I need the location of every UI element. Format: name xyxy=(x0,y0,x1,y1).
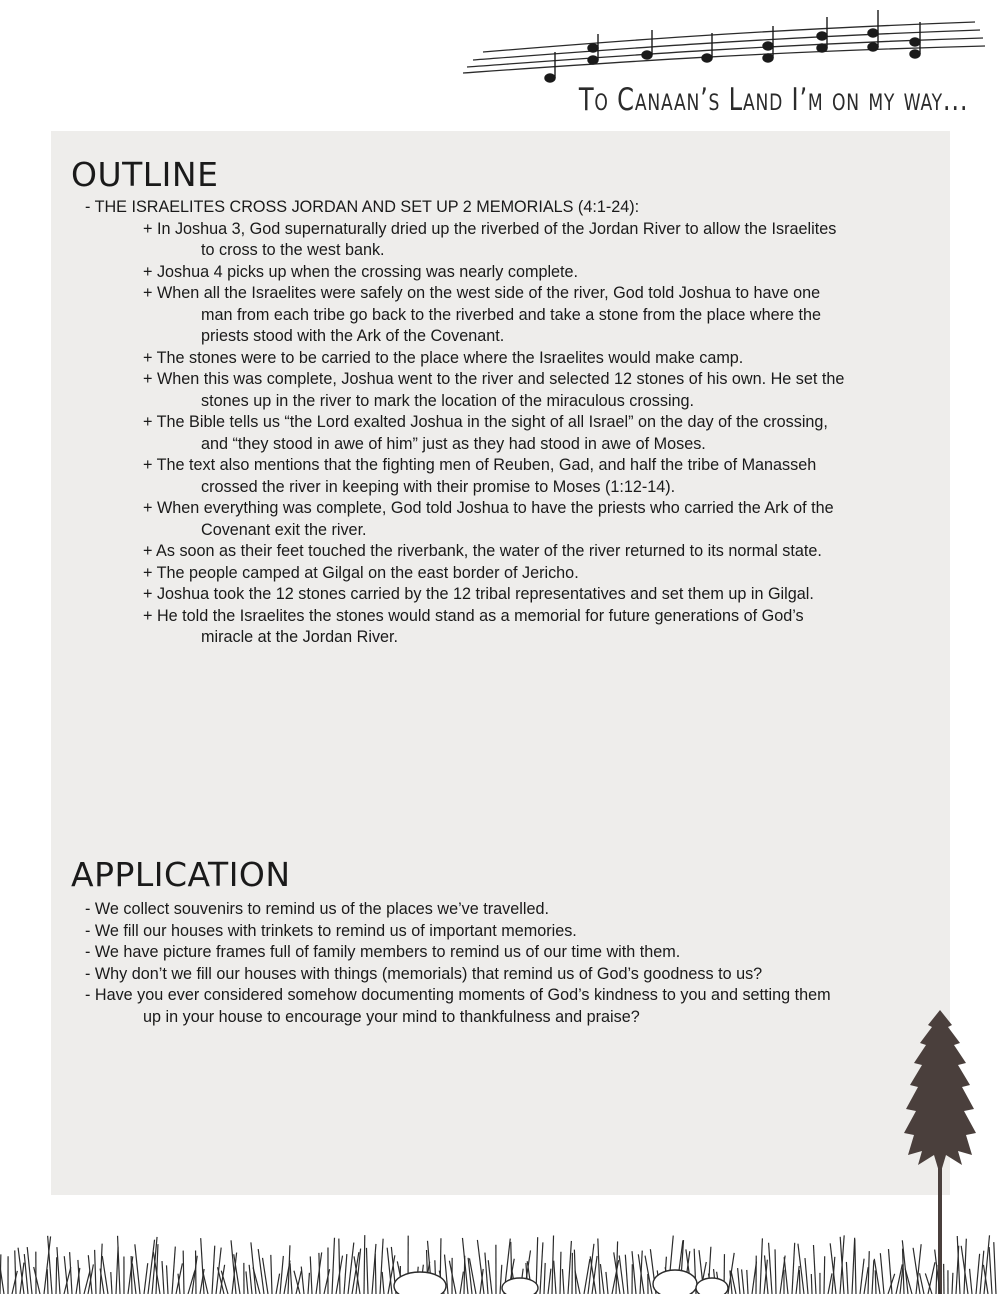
item-text: + As soon as their feet touched the riverbank, the water of the river returned to its normal state. xyxy=(143,542,822,560)
application-item xyxy=(85,921,935,943)
item-text: + In Joshua 3, God supernaturally dried up the riverbed of the Jordan River to allow the Israelites xyxy=(143,219,837,238)
outline-item xyxy=(85,606,935,649)
item-text: + Joshua 4 picks up when the crossing was nearly complete. xyxy=(143,262,579,281)
item-continuation: up in your house to encourage your mind to thankfulness and praise? xyxy=(143,1007,640,1026)
application-item xyxy=(85,942,935,964)
outline-item xyxy=(85,412,935,455)
item-text: - We fill our houses with trinkets to remind us of important memories. xyxy=(85,921,577,940)
item-continuation: man from each tribe go back to the riverbed and take a stone from the place where the xyxy=(201,305,821,324)
item-text: + The Bible tells us “the Lord exalted Joshua in the sight of all Israel” on the day of the crossing, xyxy=(143,413,828,431)
item-text: + When all the Israelites were safely on the west side of the river, God told Joshua to have one xyxy=(143,284,821,302)
outline-title: OUTLINE xyxy=(71,155,219,194)
application-title: APPLICATION xyxy=(71,855,291,894)
item-text: - Have you ever considered somehow documenting moments of God’s kindness to you and setting them xyxy=(85,986,831,1004)
item-text: - Why don’t we fill our houses with things (memorials) that remind us of God’s goodness to us? xyxy=(85,964,763,983)
outline-item xyxy=(85,584,935,606)
outline-item xyxy=(85,455,935,498)
outline-item xyxy=(85,541,935,563)
item-text: + Joshua took the 12 stones carried by the 12 tribal representatives and set them up in Gilgal. xyxy=(143,585,814,603)
item-text: + When everything was complete, God told Joshua to have the priests who carried the Ark of the xyxy=(143,499,834,517)
item-text: + The people camped at Gilgal on the east border of Jericho. xyxy=(143,563,579,582)
item-continuation: stones up in the river to mark the location of the miraculous crossing. xyxy=(201,391,695,410)
item-text: - We have picture frames full of family members to remind us of our time with them. xyxy=(85,943,681,961)
grass-icon xyxy=(0,1230,1000,1294)
outline-item xyxy=(85,283,935,348)
item-text: + The stones were to be carried to the place where the Israelites would make camp. xyxy=(143,348,744,367)
outline-item xyxy=(85,563,935,585)
application-item xyxy=(85,964,935,986)
outline-item xyxy=(85,369,935,412)
outline-item xyxy=(85,262,935,284)
music-staff-icon xyxy=(455,0,1000,95)
item-text: + The text also mentions that the fighting men of Reuben, Gad, and half the tribe of Manasseh xyxy=(143,456,817,474)
item-text: + When this was complete, Joshua went to the river and selected 12 stones of his own. He set the xyxy=(143,370,845,388)
content-panel xyxy=(51,131,950,1195)
item-continuation: miracle at the Jordan River. xyxy=(201,628,399,646)
application-item xyxy=(85,899,935,921)
item-text: - We collect souvenirs to remind us of the places we’ve travelled. xyxy=(85,900,549,918)
item-continuation: to cross to the west bank. xyxy=(201,241,385,259)
outline-heading: - THE ISRAELITES CROSS JORDAN AND SET UP 2 MEMORIALS (4:1-24): xyxy=(85,198,640,216)
item-continuation: priests stood with the Ark of the Covenant. xyxy=(201,327,505,345)
outline-items xyxy=(85,219,935,649)
application-item xyxy=(85,985,935,1028)
item-text: + He told the Israelites the stones would stand as a memorial for future generations of God’s xyxy=(143,606,804,625)
tagline: To Canaan’s Land I’m on my way... xyxy=(578,82,968,118)
outline-item xyxy=(85,219,935,262)
item-continuation: Covenant exit the river. xyxy=(201,520,367,539)
application-list xyxy=(85,899,935,1028)
item-continuation: and “they stood in awe of him” just as they had stood in awe of Moses. xyxy=(201,434,706,453)
item-continuation: crossed the river in keeping with their promise to Moses (1:12-14). xyxy=(201,477,676,496)
outline-item xyxy=(85,498,935,541)
outline-item xyxy=(85,348,935,370)
header-decoration xyxy=(455,0,1000,130)
outline-list xyxy=(85,197,935,649)
